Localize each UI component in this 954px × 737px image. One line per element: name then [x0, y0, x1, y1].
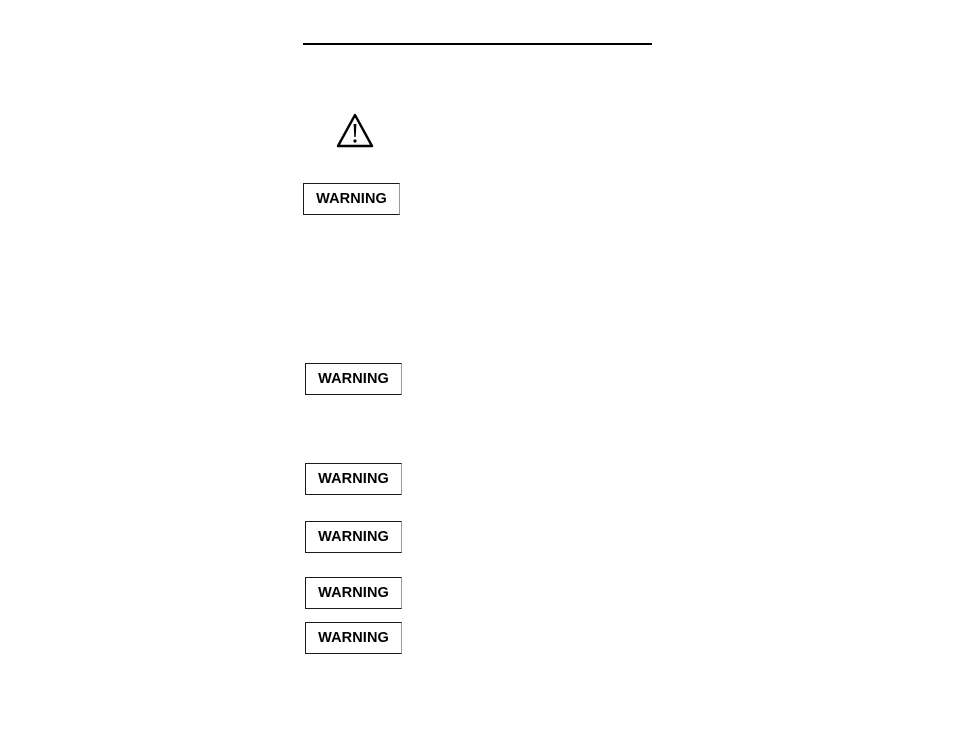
header-rule	[303, 43, 652, 45]
warning-label: WARNING	[305, 363, 402, 395]
warning-label: WARNING	[305, 463, 402, 495]
warning-label: WARNING	[305, 622, 402, 654]
warning-label: WARNING	[305, 577, 402, 609]
warning-triangle-icon	[336, 113, 374, 149]
warning-label: WARNING	[305, 521, 402, 553]
warning-label: WARNING	[303, 183, 400, 215]
